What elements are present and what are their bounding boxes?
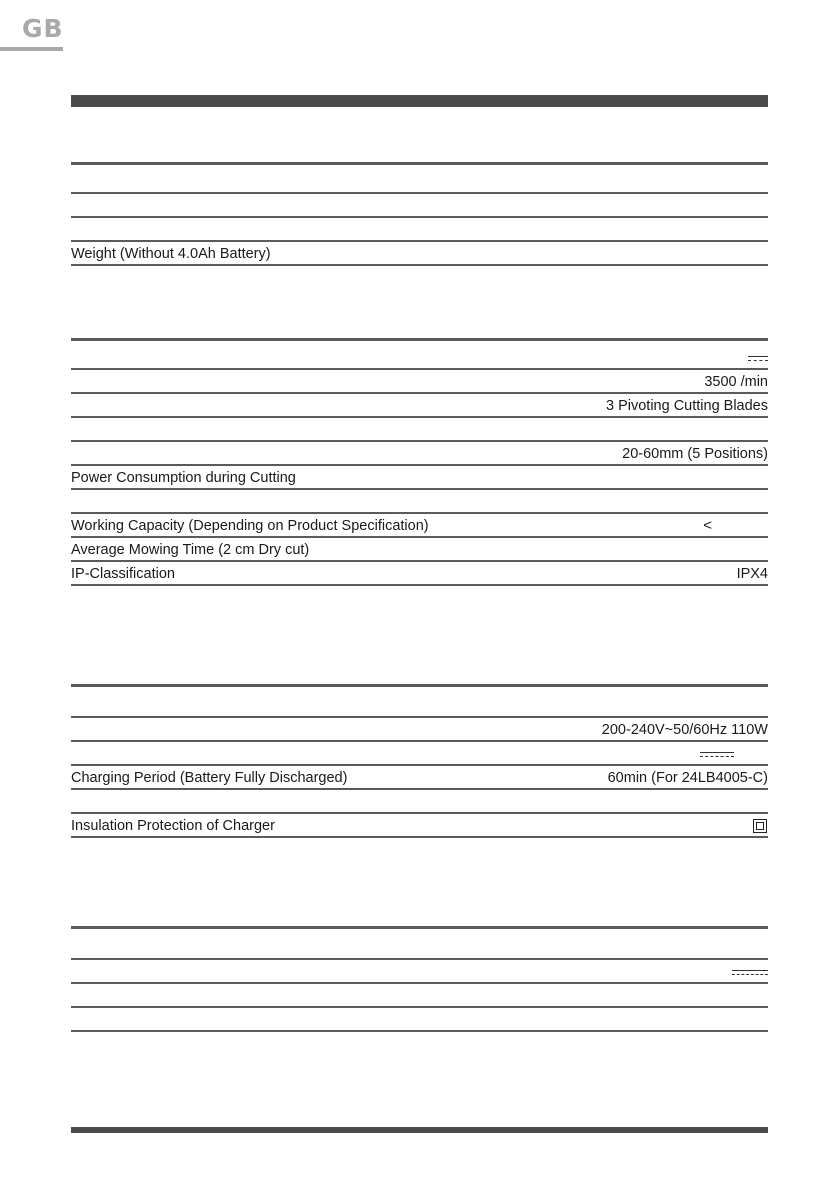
- table-row: [71, 814, 768, 838]
- table-row: [71, 370, 768, 394]
- table-row: [71, 718, 768, 742]
- battery-specs-table: [71, 926, 768, 1032]
- table-row: [71, 194, 768, 218]
- row-label: Insulation Protection of Charger: [71, 818, 275, 834]
- row-label: Power Consumption during Cutting: [71, 470, 296, 486]
- table-row: [71, 1008, 768, 1032]
- table-row: [71, 742, 768, 766]
- row-value: 3500 /min: [704, 374, 768, 390]
- table-row: [71, 490, 768, 514]
- charger-specs-table: [71, 684, 768, 838]
- table-row: [71, 766, 768, 790]
- table-row: [71, 514, 768, 538]
- table-row: [71, 929, 768, 960]
- row-value: IPX4: [736, 566, 768, 582]
- table-row: [71, 538, 768, 562]
- row-label: Weight (Without 4.0Ah Battery): [71, 246, 271, 262]
- table-row: [71, 242, 768, 266]
- mower-specs-table: [71, 338, 768, 586]
- table-row: [71, 984, 768, 1008]
- table-row: [71, 687, 768, 718]
- table-row: [71, 394, 768, 418]
- section-footer-bar: [71, 1127, 768, 1133]
- table-row: [71, 418, 768, 442]
- table-row: [71, 960, 768, 984]
- dc-current-icon: [748, 356, 768, 363]
- table-row: [71, 790, 768, 814]
- general-specs-table: [71, 162, 768, 266]
- row-value: 200-240V~50/60Hz 110W: [601, 722, 768, 738]
- table-row: [71, 218, 768, 242]
- language-badge: GB: [22, 14, 64, 43]
- table-row: [71, 466, 768, 490]
- row-label: Average Mowing Time (2 cm Dry cut): [71, 542, 310, 558]
- row-label: Working Capacity (Depending on Product Specification): [71, 518, 429, 534]
- dc-current-icon: [700, 752, 734, 759]
- row-value: 60min (For 24LB4005-C): [607, 770, 768, 786]
- table-row: [71, 562, 768, 586]
- section-header-bar: [71, 95, 768, 107]
- less-than-symbol: <: [703, 517, 712, 534]
- row-label: IP-Classification: [71, 566, 175, 582]
- row-value: 3 Pivoting Cutting Blades: [605, 398, 768, 414]
- row-label: Charging Period (Battery Fully Discharged): [71, 770, 348, 786]
- table-row: [71, 341, 768, 370]
- dc-current-icon: [732, 970, 768, 977]
- table-row: [71, 165, 768, 194]
- row-value: 20-60mm (5 Positions): [622, 446, 768, 462]
- double-insulation-icon: [753, 819, 767, 833]
- language-underline: [0, 47, 63, 51]
- table-row: [71, 442, 768, 466]
